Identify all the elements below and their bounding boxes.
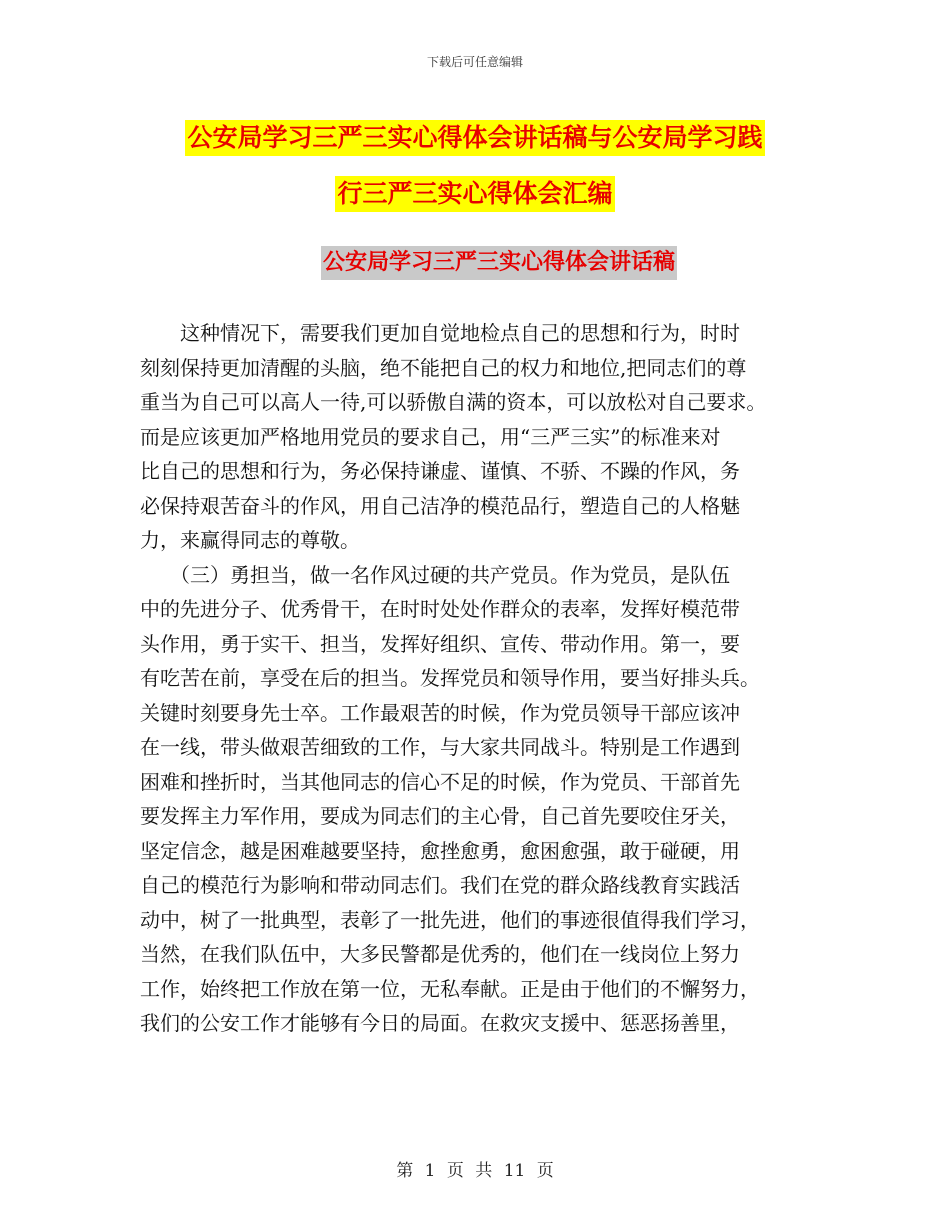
body-line: 坚定信念，越是困难越要坚持，愈挫愈勇，愈困愈强，敢于碰硬，用 bbox=[140, 838, 740, 863]
section-heading-wrap bbox=[0, 246, 950, 280]
body-line: 有吃苦在前，享受在后的担当。发挥党员和领导作用，要当好排头兵。 bbox=[140, 666, 760, 690]
body-line: 这种情况下，需要我们更加自觉地检点自己的思想和行为，时时 bbox=[140, 321, 740, 345]
body-line: 比自己的思想和行为，务必保持谦虚、谨慎、不骄、不躁的作风，务 bbox=[140, 459, 740, 483]
body-line: 在一线，带头做艰苦细致的工作，与大家共同战斗。特别是工作遇到 bbox=[140, 735, 740, 759]
body-line: 当然，在我们队伍中，大多民警都是优秀的，他们在一线岗位上努力 bbox=[140, 942, 740, 966]
body-line: 力，来赢得同志的尊敬。 bbox=[140, 528, 360, 552]
body-line: 我们的公安工作才能够有今日的局面。在救灾支援中、惩恶扬善里， bbox=[140, 1011, 740, 1035]
section-heading: 公安局学习三严三实心得体会讲话稿 bbox=[321, 246, 677, 280]
page-footer: 第 1 页 共 11 页 bbox=[396, 1161, 554, 1181]
body-line: 头作用，勇于实干、担当，发挥好组织、宣传、带动作用。第一，要 bbox=[140, 631, 740, 656]
body-line: 而是应该更加严格地用党员的要求自己，用“三严三实”的标准来对 bbox=[140, 424, 721, 449]
body-line: 中的先进分子、优秀骨干，在时时处处作群众的表率，发挥好模范带 bbox=[140, 597, 740, 621]
body-line: 困难和挫折时，当其他同志的信心不足的时候，作为党员、干部首先 bbox=[140, 769, 740, 794]
body-line: 必保持艰苦奋斗的作风，用自己洁净的模范品行，塑造自己的人格魅 bbox=[140, 493, 740, 518]
title-line-1: 公安局学习三严三实心得体会讲话稿与公安局学习践 bbox=[185, 120, 764, 156]
title-line-2: 行三严三实心得体会汇编 bbox=[335, 176, 614, 212]
body-line: （三）勇担当，做一名作风过硬的共产党员。作为党员，是队伍 bbox=[140, 562, 730, 587]
body-line: 自己的模范行为影响和带动同志们。我们在党的群众路线教育实践活 bbox=[140, 873, 740, 897]
body-line: 重当为自己可以高人一待,可以骄傲自满的资本，可以放松对自己要求。 bbox=[140, 390, 767, 414]
body-line: 刻刻保持更加清醒的头脑，绝不能把自己的权力和地位,把同志们的尊 bbox=[140, 355, 747, 380]
document-title bbox=[0, 110, 950, 222]
body-line: 要发挥主力军作用，要成为同志们的主心骨，自己首先要咬住牙关， bbox=[140, 804, 740, 828]
body-line: 动中，树了一批典型，表彰了一批先进，他们的事迹很值得我们学习， bbox=[140, 907, 760, 932]
body-text bbox=[140, 316, 815, 1041]
body-line: 关键时刻要身先士卒。工作最艰苦的时候，作为党员领导干部应该冲 bbox=[140, 700, 740, 725]
body-line: 工作，始终把工作放在第一位，无私奉献。正是由于他们的不懈努力， bbox=[140, 976, 760, 1001]
header-note: 下载后可任意编辑 bbox=[426, 55, 523, 69]
